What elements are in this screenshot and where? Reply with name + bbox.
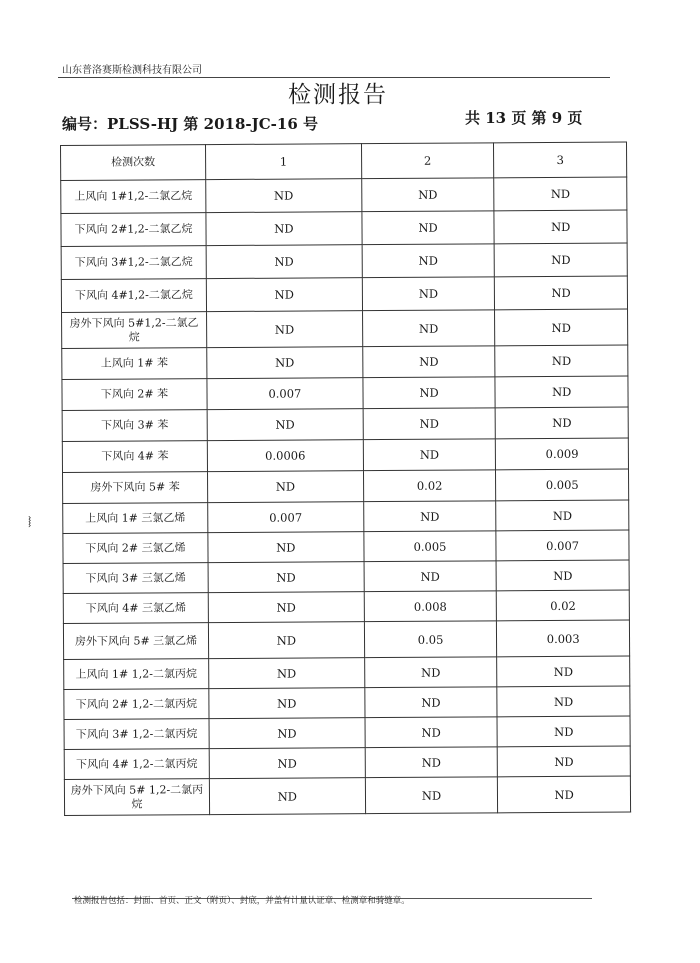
row-label: 下风向 4# 苯 (62, 441, 207, 473)
table-cell: ND (495, 276, 628, 310)
table-row (64, 776, 630, 815)
table-cell: ND (365, 747, 498, 778)
table-cell: ND (495, 345, 628, 377)
scan-mark: ⧘ (28, 512, 32, 531)
table-row (61, 177, 627, 213)
table-cell: ND (207, 409, 363, 441)
table-cell: ND (497, 716, 630, 747)
table-cell: ND (208, 622, 364, 659)
table-cell: ND (495, 376, 628, 408)
table-row (64, 686, 630, 719)
row-label: 房外下风向 5#1,2-二氯乙烷 (62, 312, 207, 349)
table-cell: ND (209, 688, 365, 719)
table-cell: ND (208, 592, 364, 623)
table-row (61, 243, 627, 279)
table-row (64, 656, 630, 689)
table-cell: ND (207, 311, 363, 348)
table-cell: ND (209, 748, 365, 779)
row-label: 下风向 3# 三氯乙烯 (63, 563, 208, 594)
table-cell: 0.005 (496, 469, 629, 501)
row-label: 下风向 3# 苯 (62, 410, 207, 442)
table-cell: ND (365, 717, 498, 748)
table-header-row (61, 142, 627, 180)
table-cell: ND (206, 179, 362, 213)
table-cell: 0.02 (497, 590, 630, 621)
table-cell: 0.003 (497, 620, 630, 657)
table-cell: 0.0006 (207, 440, 363, 472)
report-number: 编号：PLSS-HJ 第 2018-JC-16 号 (62, 115, 318, 133)
table-cell: 0.008 (364, 591, 497, 622)
table-row (63, 620, 629, 659)
table-cell: ND (206, 245, 362, 279)
table-cell: ND (494, 177, 627, 211)
table-cell: ND (365, 687, 498, 718)
table-row (62, 309, 628, 348)
table-cell: ND (362, 244, 495, 278)
table-row (63, 560, 629, 593)
table-cell: ND (206, 278, 362, 312)
column-header: 2 (361, 143, 494, 179)
table-cell: ND (496, 500, 629, 531)
table-cell: 0.007 (207, 378, 363, 410)
table-cell: ND (364, 561, 497, 592)
table-row (62, 345, 628, 379)
row-label: 房外下风向 5# 苯 (63, 472, 208, 504)
table-cell: ND (365, 777, 498, 814)
table-cell: 0.005 (364, 531, 497, 562)
table-row (63, 530, 629, 563)
row-label: 房外下风向 5# 1,2-二氯丙烷 (64, 779, 209, 816)
table-cell: ND (362, 346, 495, 378)
row-label: 上风向 1# 1,2-二氯丙烷 (64, 659, 209, 690)
row-label: 上风向 1# 苯 (62, 348, 207, 380)
table-cell: ND (363, 439, 496, 471)
column-header: 1 (206, 144, 362, 180)
table-row (61, 210, 627, 246)
table-cell: ND (209, 778, 365, 815)
row-label: 下风向 2# 1,2-二氯丙烷 (64, 689, 209, 720)
row-label: 下风向 2# 三氯乙烯 (63, 533, 208, 564)
row-label: 下风向 3#1,2-二氯乙烷 (61, 246, 206, 280)
table-cell: ND (362, 310, 495, 347)
table-cell: ND (208, 562, 364, 593)
table-cell: ND (363, 501, 496, 532)
footer-note: 检测报告包括：封面、首页、正文（附页）、封底，并盖有计量认证章、检测章和骑缝章。 (74, 896, 410, 906)
table-row (64, 716, 630, 749)
table-row (64, 746, 630, 779)
column-header: 3 (494, 142, 627, 178)
table-cell: 0.02 (363, 470, 496, 502)
table-cell: 0.009 (496, 438, 629, 470)
table-cell: ND (207, 347, 363, 379)
table-cell: ND (498, 746, 631, 777)
table-cell: 0.007 (496, 530, 629, 561)
table-cell: ND (206, 212, 362, 246)
table-cell: ND (209, 658, 365, 689)
row-label: 房外下风向 5# 三氯乙烯 (63, 623, 208, 660)
table-cell: ND (496, 560, 629, 591)
table-cell: ND (497, 656, 630, 687)
table-row (63, 590, 629, 623)
table-cell: ND (497, 686, 630, 717)
results-table (60, 142, 631, 816)
table-cell: ND (207, 471, 363, 503)
page-title: 检测报告 (288, 82, 388, 108)
table-cell: ND (208, 532, 364, 563)
table-row (61, 276, 627, 312)
row-label: 下风向 2# 苯 (62, 379, 207, 411)
table-row (63, 500, 629, 533)
table-row (62, 407, 628, 441)
row-label: 下风向 3# 1,2-二氯丙烷 (64, 719, 209, 750)
table-row (62, 438, 628, 472)
column-header: 检测次数 (61, 145, 206, 181)
table-cell: ND (364, 657, 497, 688)
page-indicator: 共 13 页 第 9 页 (465, 109, 583, 127)
row-label: 上风向 1# 三氯乙烯 (63, 503, 208, 534)
row-label: 上风向 1#1,2-二氯乙烷 (61, 180, 206, 214)
table-cell: ND (361, 178, 494, 212)
table-cell: ND (363, 377, 496, 409)
table-row (62, 376, 628, 410)
table-cell: ND (494, 243, 627, 277)
table-row (63, 469, 629, 503)
company-name: 山东普洛赛斯检测科技有限公司 (62, 65, 202, 76)
row-label: 下风向 4# 三氯乙烯 (63, 593, 208, 624)
table-cell: 0.05 (364, 621, 497, 658)
table-cell: ND (362, 277, 495, 311)
table-cell: 0.007 (208, 502, 364, 533)
table-cell: ND (209, 718, 365, 749)
table-cell: ND (498, 776, 631, 813)
row-label: 下风向 2#1,2-二氯乙烷 (61, 213, 206, 247)
table-cell: ND (494, 210, 627, 244)
table-cell: ND (495, 309, 628, 346)
table-cell: ND (362, 211, 495, 245)
table-cell: ND (363, 408, 496, 440)
row-label: 下风向 4#1,2-二氯乙烷 (61, 279, 206, 313)
row-label: 下风向 4# 1,2-二氯丙烷 (64, 749, 209, 780)
table-cell: ND (495, 407, 628, 439)
